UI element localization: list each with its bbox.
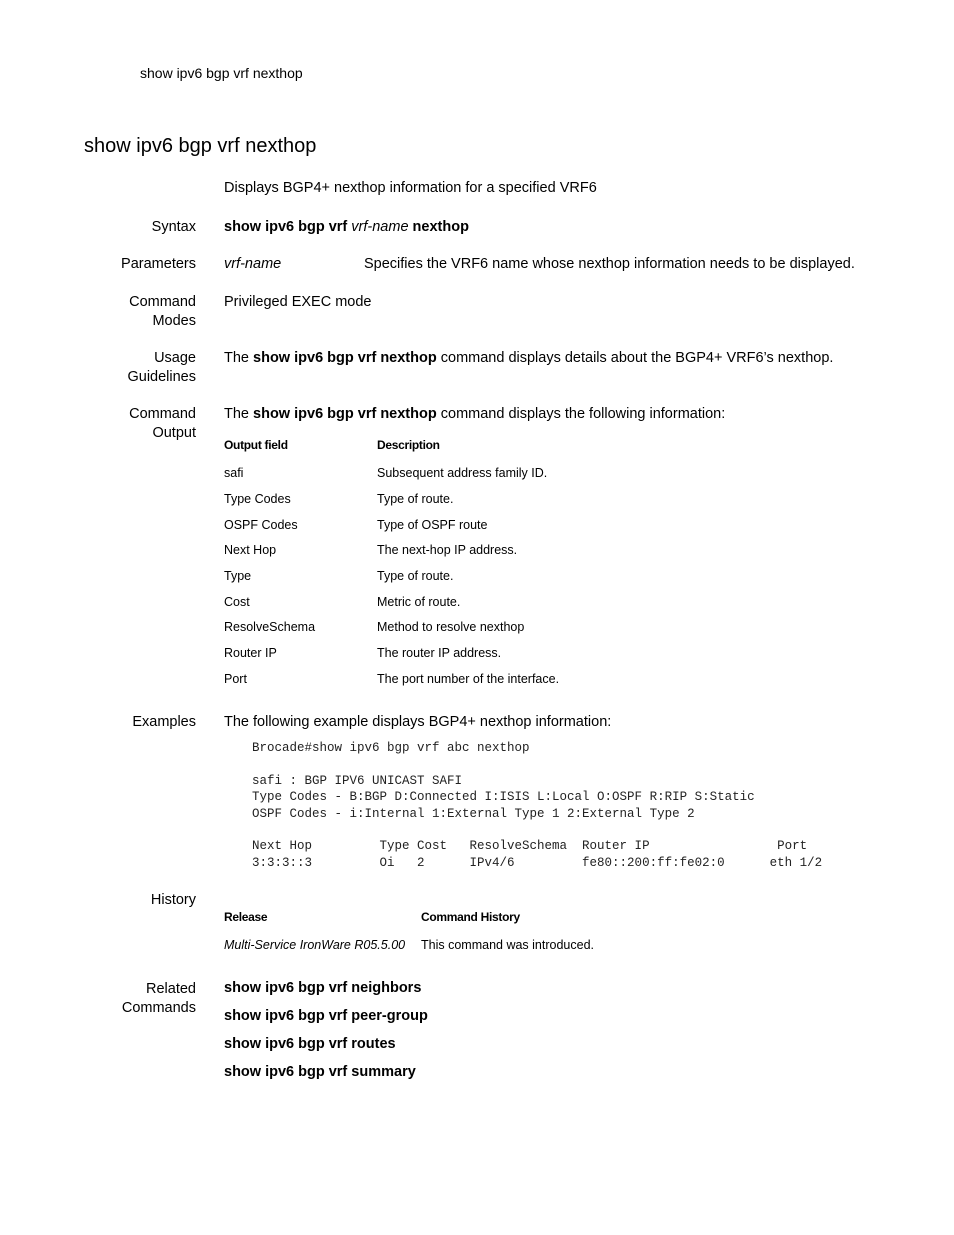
command-modes-label: Command Modes xyxy=(129,294,196,329)
table-cell-description: Metric of route. xyxy=(377,595,461,609)
table-cell-field: Type Codes xyxy=(224,492,291,506)
table-cell-field: Router IP xyxy=(224,646,277,660)
command-output-text: The show ipv6 bgp vrf nexthop command displays the following information: xyxy=(224,406,726,422)
table-cell-description: The router IP address. xyxy=(377,646,502,660)
table-cell-field: Type xyxy=(224,569,252,583)
code-line: 3:3:3::3 Oi 2 IPv4/6 fe80::200:ff:fe02:0 eth 1/2 xyxy=(252,856,823,870)
page-title: show ipv6 bgp vrf nexthop xyxy=(84,135,317,157)
table-cell-field: Next Hop xyxy=(224,543,277,557)
table-cell-description: Type of route. xyxy=(377,492,454,506)
code-line: OSPF Codes - i:Internal 1:External Type 1 2:External Type 2 xyxy=(252,807,695,821)
table-cell-description: The next-hop IP address. xyxy=(377,543,518,557)
examples-text: The following example displays BGP4+ nexthop information: xyxy=(224,714,612,730)
related-commands-label: Related Commands xyxy=(121,981,196,1016)
table-cell-description: Type of OSPF route xyxy=(377,518,488,532)
syntax-text xyxy=(224,218,469,237)
history-label: History xyxy=(150,892,196,908)
table-cell-field: ResolveSchema xyxy=(224,620,316,634)
code-line: safi : BGP IPV6 UNICAST SAFI xyxy=(252,774,463,788)
parameter-description: Specifies the VRF6 name whose nexthop information needs to be displayed. xyxy=(364,256,855,272)
table-cell-description: Subsequent address family ID. xyxy=(377,466,548,480)
code-line: Type Codes - B:BGP D:Connected I:ISIS L:Local O:OSPF R:RIP S:Static xyxy=(252,790,755,804)
syntax-command: show ipv6 bgp vrf xyxy=(224,219,348,235)
history-header-release: Release xyxy=(224,910,268,924)
table-cell-field: OSPF Codes xyxy=(224,518,298,532)
history-release: Multi-Service IronWare R05.5.00 xyxy=(224,938,406,952)
parameters-label: Parameters xyxy=(121,256,196,272)
syntax-command-end: nexthop xyxy=(412,219,469,235)
lead-description: Displays BGP4+ nexthop information for a specified VRF6 xyxy=(224,180,597,196)
usage-guidelines-text: The show ipv6 bgp vrf nexthop command displays details about the BGP4+ VRF6’s nexthop. xyxy=(224,350,834,366)
parameter-name: vrf-name xyxy=(224,256,282,272)
command-output-label: Command Output xyxy=(129,406,196,441)
usage-guidelines-label: Usage Guidelines xyxy=(127,350,196,385)
table-cell-description: Method to resolve nexthop xyxy=(377,620,525,634)
output-table-header-description: Description xyxy=(377,438,440,452)
history-note: This command was introduced. xyxy=(421,938,594,952)
code-line: Next Hop Type Cost ResolveSchema Router IP Port xyxy=(252,839,808,853)
history-header-command-history: Command History xyxy=(421,910,520,924)
related-command-link[interactable]: show ipv6 bgp vrf peer-group xyxy=(224,1008,428,1024)
table-cell-description: The port number of the interface. xyxy=(377,672,560,686)
running-header: show ipv6 bgp vrf nexthop xyxy=(140,65,303,81)
related-command-link[interactable]: show ipv6 bgp vrf summary xyxy=(224,1064,416,1080)
command-modes-text: Privileged EXEC mode xyxy=(224,294,372,310)
syntax-label: Syntax xyxy=(151,219,196,235)
table-cell-field: Port xyxy=(224,672,247,686)
syntax-argument: vrf-name xyxy=(351,219,409,235)
examples-label: Examples xyxy=(132,714,196,730)
table-cell-field: safi xyxy=(224,466,244,480)
related-command-link[interactable]: show ipv6 bgp vrf routes xyxy=(224,1036,396,1052)
table-cell-description: Type of route. xyxy=(377,569,454,583)
table-cell-field: Cost xyxy=(224,595,250,609)
code-line: Brocade#show ipv6 bgp vrf abc nexthop xyxy=(252,741,530,755)
output-table-header-field: Output field xyxy=(224,438,288,452)
related-command-link[interactable]: show ipv6 bgp vrf neighbors xyxy=(224,980,422,996)
